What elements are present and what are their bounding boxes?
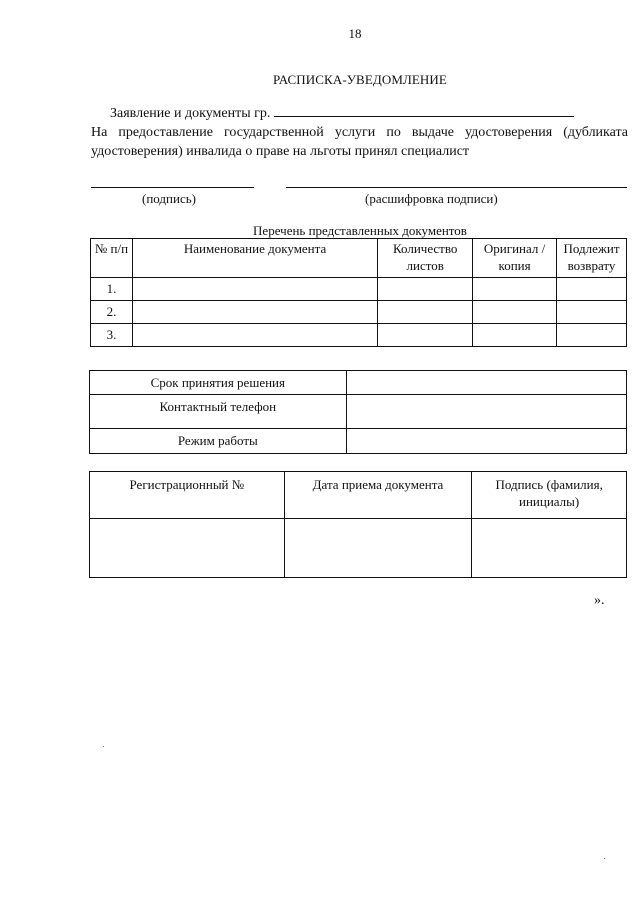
signature-decode-caption: (расшифровка подписи) — [365, 191, 498, 206]
column-header-name: Наименование документа — [132, 239, 377, 278]
table-row — [91, 278, 627, 301]
registration-table — [89, 471, 627, 578]
document-name-cell[interactable] — [132, 301, 377, 324]
original-copy-cell[interactable] — [473, 324, 557, 347]
sheets-cell[interactable] — [378, 278, 473, 301]
document-title: РАСПИСКА-УВЕДОМЛЕНИЕ — [273, 72, 447, 87]
receipt-date-cell[interactable] — [284, 519, 472, 578]
document-name-cell[interactable] — [132, 324, 377, 347]
signature-cell[interactable] — [472, 519, 627, 578]
signature-field[interactable] — [91, 187, 254, 188]
work-hours-value[interactable] — [346, 429, 626, 454]
column-header-signature: Подпись (фамилия, инициалы) — [472, 472, 627, 519]
original-copy-cell[interactable] — [473, 301, 557, 324]
column-header-original: Оригинал /копия — [473, 239, 557, 278]
reg-number-cell[interactable] — [90, 519, 285, 578]
intro-paragraph: На предоставление государственной услуги по выдаче удостоверения (дубликата удостоверения) инвалида о праве на льготы принял специалист — [91, 125, 628, 159]
sheets-cell[interactable] — [378, 324, 473, 347]
column-header-sheets: Количество листов — [378, 239, 473, 278]
sheets-cell[interactable] — [378, 301, 473, 324]
table-row — [90, 395, 627, 429]
decision-deadline-label: Срок принятия решения — [90, 371, 347, 395]
column-header-num: № п/п — [91, 239, 133, 278]
original-copy-cell[interactable] — [473, 278, 557, 301]
contact-phone-label: Контактный телефон — [90, 395, 347, 429]
table-row — [91, 324, 627, 347]
return-cell[interactable] — [557, 301, 627, 324]
work-hours-label: Режим работы — [90, 429, 347, 454]
signature-caption: (подпись) — [142, 191, 196, 206]
return-cell[interactable] — [557, 278, 627, 301]
closing-quote: ». — [594, 593, 605, 608]
page-number: 18 — [348, 26, 362, 41]
applicant-name-field[interactable] — [274, 104, 574, 117]
table-row — [90, 519, 627, 578]
scan-speck — [103, 746, 104, 747]
signature-decode-field[interactable] — [286, 187, 627, 188]
documents-table-caption: Перечень представленных документов — [253, 223, 467, 238]
documents-table — [90, 238, 627, 347]
intro-line-text: Заявление и документы гр. — [110, 106, 271, 121]
row-number: 1. — [91, 278, 133, 301]
row-number: 2. — [91, 301, 133, 324]
column-header-reg-number: Регистрационный № — [90, 472, 285, 519]
return-cell[interactable] — [557, 324, 627, 347]
table-row — [90, 371, 627, 395]
column-header-receipt-date: Дата приема документа — [284, 472, 472, 519]
table-row — [90, 429, 627, 454]
contact-phone-value[interactable] — [346, 395, 626, 429]
documents-table-header — [91, 239, 627, 278]
row-number: 3. — [91, 324, 133, 347]
info-table — [89, 370, 627, 454]
scan-speck — [604, 858, 605, 859]
document-name-cell[interactable] — [132, 278, 377, 301]
decision-deadline-value[interactable] — [346, 371, 626, 395]
registration-table-header — [90, 472, 627, 519]
table-row — [91, 301, 627, 324]
column-header-return: Подлежит возврату — [557, 239, 627, 278]
intro-line — [110, 104, 574, 122]
